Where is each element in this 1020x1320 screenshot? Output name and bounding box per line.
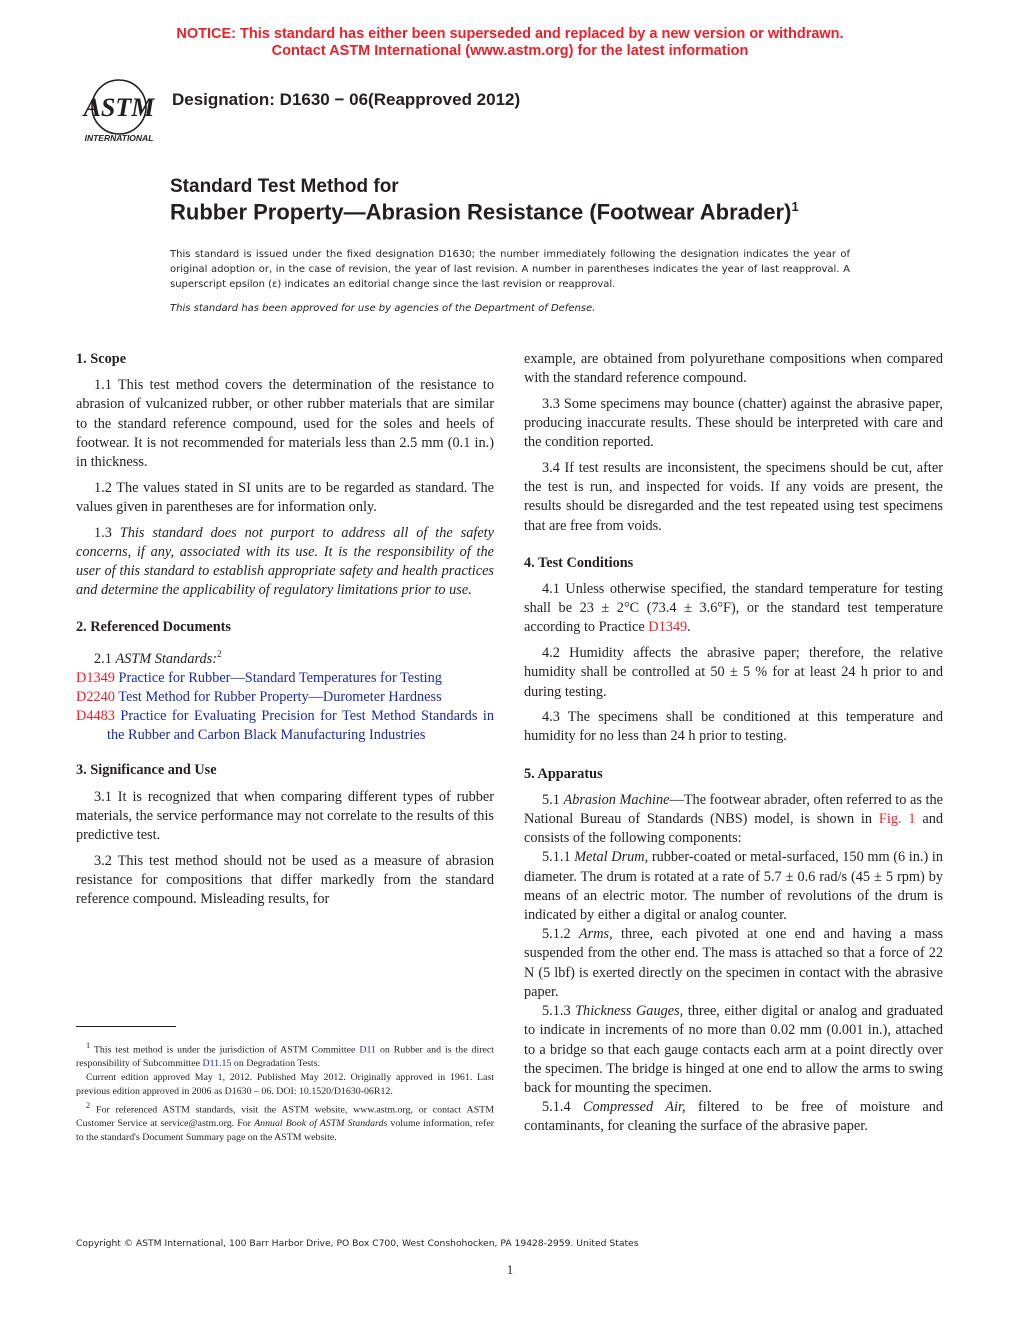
para-5-1-2: 5.1.2 Arms, three, each pivoted at one end and having a mass suspended from the other end. The mass is attached so that a force of 22 N (5 lbf) is exerted directly on the specimen in contact with the abrasive paper. (524, 926, 944, 1000)
para-3-2: 3.2 This test method should not be used as a measure of abrasion resistance for compositions that differ markedly from the standard reference compound. Misleading results, for (76, 852, 494, 908)
withdrawn-notice (0, 26, 1020, 60)
notice-line-2: Contact ASTM International (www.astm.org) for the latest information (271, 43, 749, 59)
copyright-footer: Copyright © ASTM International, 100 Barr Harbor Drive, PO Box C700, West Conshohocken, PA 19428-2959. United States (76, 1238, 639, 1249)
designation: Designation: D1630 − 06(Reapproved 2012) (172, 90, 521, 109)
title-line-1: Standard Test Method for (170, 176, 399, 197)
para-1-1: 1.1 This test method covers the determination of the resistance to abrasion of vulcanized rubber, or other rubber materials that are similar to the standard reference compound, used for the soles and heels of footwear. It is not recommended for materials less than 2.5 mm (0.1 in.) in thickness. (76, 377, 494, 471)
footnote-2: $^2$ For referenced ASTM standards, visit the ASTM website, www.astm.org, or contact ASTM Customer Service at service@astm.org. For Annual Book of ASTM Standards volume information, refer to the standard's Document Summary page on the ASTM website. (76, 1100, 495, 1144)
ref-d4483[interactable]: D4483 Practice for Evaluating Precision for Test Method Standards in the Rubber and Carbon Black Manufacturing Industries (76, 708, 494, 744)
para-1-3: 1.3 This standard does not purport to address all of the safety concerns, if any, associated with its use. It is the responsibility of the user of this standard to establish appropriate safety and health practices and determine the applicability of regulatory limitations prior to use. (76, 524, 494, 599)
para-5-1-3: 5.1.3 Thickness Gauges, three, either digital or analog and graduated to indicate in increments of no more than 0.02 mm (0.001 in.), attached to a bridge so that each gauge contacts each arm at a point directly over the specimen. The bridge is hinged at one end to allow the arms to swing back for mounting the specimen. (524, 1003, 943, 1096)
svg-text:INTERNATIONAL: INTERNATIONAL (84, 133, 154, 143)
astm-logo (76, 78, 162, 144)
footnote-current-edition: Current edition approved May 1, 2012. Published May 2012. Originally approved in 1961. Last previous edition approved in 2006 as D1630 – 06. DOI: 10.1520/D1630-06R12. (76, 1072, 494, 1098)
para-3-3: 3.3 Some specimens may bounce (chatter) against the abrasive paper, producing inaccurate results. These should be interpreted with care and the condition reported. (524, 395, 943, 451)
para-4-1: 4.1 Unless otherwise specified, the standard temperature for testing shall be 23 ± 2°C (73.4 ± 3.6°F), or the standard test temperature according to Practice D1349. (524, 581, 943, 636)
ref-d1349[interactable]: D1349 Practice for Rubber—Standard Temperatures for Testing (76, 669, 442, 686)
footnote-1: $^1$ This test method is under the jurisdiction of ASTM Committee D11 on Rubber and is the direct responsibility of Subcommittee D11.15 on Degradation Tests. (76, 1041, 495, 1070)
link-d11-15[interactable]: D11.15 (202, 1058, 232, 1070)
svg-text:ASTM: ASTM (83, 93, 155, 122)
para-3-2-cont: example, are obtained from polyurethane compositions when compared with the standard reference compound. (524, 351, 943, 387)
para-4-2: 4.2 Humidity affects the abrasive paper; therefore, the relative humidity shall be controlled at 50 ± 5 % for at least 24 h prior to and during testing. (524, 645, 943, 700)
para-2-1: 2.1 ASTM Standards:$^2$ (94, 648, 222, 667)
title-line-2: Rubber Property—Abrasion Resistance (Footwear Abrader)$^1$ (170, 199, 799, 225)
section-heading-conditions: 4. Test Conditions (524, 554, 634, 571)
link-d11[interactable]: D11 (359, 1044, 376, 1056)
para-5-1: 5.1 Abrasion Machine—The footwear abrader, often referred to as the National Bureau of Standards (NBS) model, is shown in Fig. 1 and consists of the following components: (524, 791, 943, 847)
ref-d2240[interactable]: D2240 Test Method for Rubber Property—Durometer Hardness (76, 688, 442, 705)
dod-note: This standard has been approved for use by agencies of the Department of Defense. (170, 303, 596, 314)
para-3-4: 3.4 If test results are inconsistent, the specimens should be cut, after the test is run, and inspected for voids. If any voids are present, the results should be disregarded and the test repeated using test specimens that are free from voids. (524, 460, 943, 534)
footnote-rule (76, 1026, 176, 1027)
footnotes (76, 1039, 494, 1145)
page-number: 1 (506, 1262, 514, 1277)
section-heading-significance: 3. Significance and Use (76, 762, 217, 779)
section-heading-scope: 1. Scope (76, 351, 127, 367)
section-heading-referenced: 2. Referenced Documents (76, 619, 231, 636)
left-column (76, 350, 494, 916)
astm-logo-icon (76, 78, 162, 144)
link-d1349[interactable]: D1349 (648, 619, 688, 636)
link-fig-1[interactable]: Fig. 1 (878, 811, 916, 828)
para-3-1: 3.1 It is recognized that when comparing different types of rubber materials, the service performance may not correlate to the results of this predictive test. (76, 788, 494, 844)
para-5-1-4: 5.1.4 Compressed Air, filtered to be free of moisture and contaminants, for cleaning the surface of the abrasive paper. (524, 1099, 944, 1135)
notice-line-1: NOTICE: This standard has either been superseded and replaced by a new version or withdrawn. (176, 26, 844, 42)
section-heading-apparatus: 5. Apparatus (524, 765, 603, 782)
para-5-1-1: 5.1.1 Metal Drum, rubber-coated or metal-surfaced, 150 mm (6 in.) in diameter. The drum is rotated at a rate of 5.7 ± 0.6 rad/s (45 ± 5 rpm) by means of an electric motor. The number of revolutions of the drum is indicated by either a digital or analog counter. (524, 849, 944, 924)
preamble: This standard is issued under the fixed designation D1630; the number immediately following the designation indicates the year of original adoption or, in the case of revision, the year of last revision. A number in parentheses indicates the year of last reapproval. A superscript epsilon (ε) indicates an editorial change since the last revision or reapproval. (170, 249, 850, 290)
para-4-3: 4.3 The specimens shall be conditioned at this temperature and humidity for no less than 24 h prior to testing. (524, 709, 943, 745)
right-column (524, 350, 943, 1137)
para-1-2: 1.2 The values stated in SI units are to be regarded as standard. The values given in parentheses are for information only. (76, 479, 494, 515)
